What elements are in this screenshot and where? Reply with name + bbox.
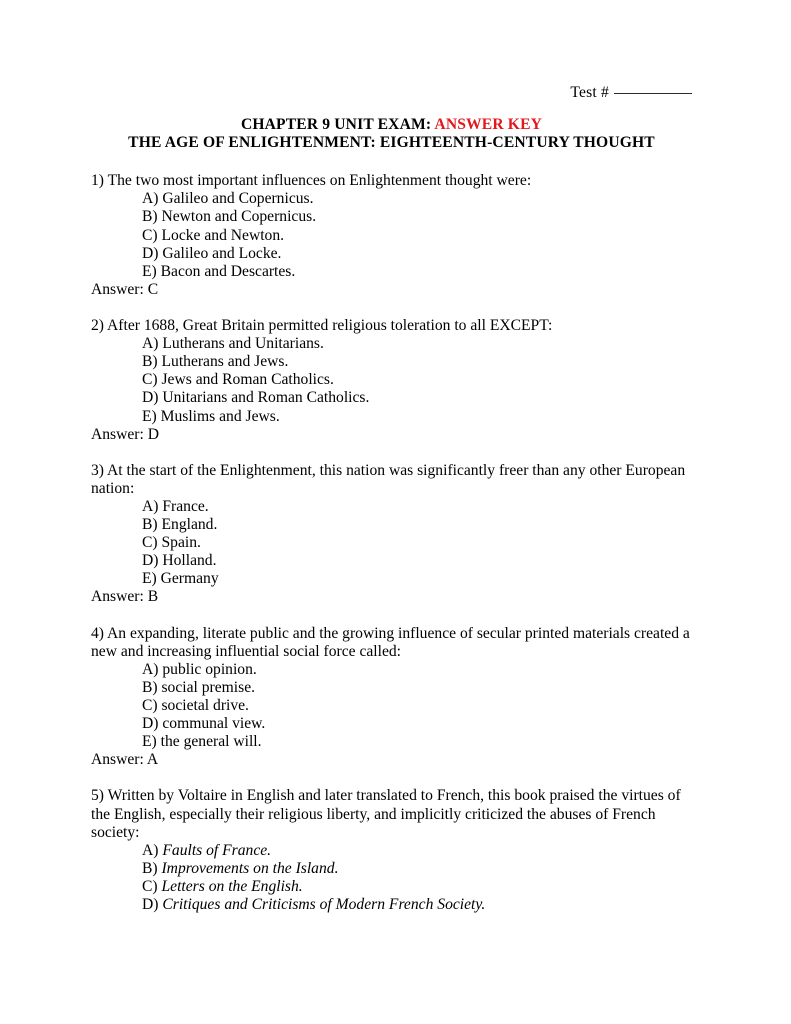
option-text: social premise.	[157, 678, 256, 696]
option-text: Muslims and Jews.	[156, 407, 280, 425]
option-letter: E)	[142, 407, 157, 425]
option-text: Unitarians and Roman Catholics.	[158, 389, 370, 407]
option-text: Germany	[156, 570, 219, 588]
option-item[interactable]	[91, 878, 692, 896]
option-letter: C)	[142, 534, 158, 552]
option-letter: B)	[142, 678, 158, 696]
option-item[interactable]	[91, 570, 692, 588]
option-text: Improvements on the Island.	[157, 859, 339, 877]
option-letter: E)	[142, 262, 157, 280]
option-text: Lutherans and Unitarians.	[158, 335, 324, 353]
option-text: public opinion.	[158, 660, 257, 678]
answer-line: Answer: A	[91, 751, 159, 769]
option-letter: A)	[142, 190, 159, 208]
option-letter: C)	[142, 226, 158, 244]
option-letter: D)	[142, 896, 159, 914]
question-block	[91, 625, 692, 770]
option-text: Jews and Roman Catholics.	[157, 371, 334, 389]
option-text: Newton and Copernicus.	[157, 208, 317, 226]
option-letter: E)	[142, 570, 157, 588]
test-number-line	[91, 84, 692, 102]
option-text: Faults of France.	[158, 841, 272, 859]
option-item[interactable]	[91, 498, 692, 516]
option-item[interactable]	[91, 335, 692, 353]
question-block	[91, 172, 692, 299]
option-letter: C)	[142, 371, 158, 389]
option-letter: B)	[142, 353, 158, 371]
option-text: Spain.	[157, 534, 201, 552]
option-letter: C)	[142, 877, 158, 895]
question-stem: 2) After 1688, Great Britain permitted religious toleration to all EXCEPT:	[91, 317, 553, 335]
option-list	[91, 498, 692, 588]
option-text: communal view.	[158, 715, 266, 733]
option-text: societal drive.	[157, 697, 249, 714]
option-item[interactable]	[91, 679, 692, 697]
option-item[interactable]	[91, 715, 692, 733]
test-number-label: Test #	[570, 84, 609, 101]
answer-line: Answer: D	[91, 425, 159, 443]
option-item[interactable]	[91, 245, 692, 263]
option-item[interactable]	[91, 389, 692, 407]
questions-list	[91, 172, 692, 914]
option-item[interactable]	[91, 661, 692, 679]
option-list	[91, 661, 692, 751]
option-letter: A)	[142, 660, 159, 678]
option-list	[91, 842, 692, 914]
question-block	[91, 462, 692, 607]
option-item[interactable]	[91, 697, 692, 715]
option-text: Galileo and Copernicus.	[158, 190, 314, 208]
option-text: the general will.	[156, 733, 262, 751]
option-letter: A)	[142, 841, 159, 859]
exam-title-block	[91, 116, 692, 152]
option-item[interactable]	[91, 408, 692, 426]
option-letter: A)	[142, 497, 159, 515]
option-item[interactable]	[91, 552, 692, 570]
question-stem: 1) The two most important influences on Enlightenment thought were:	[91, 172, 532, 190]
option-item[interactable]	[91, 516, 692, 534]
option-letter: E)	[142, 733, 157, 751]
option-list	[91, 335, 692, 425]
option-item[interactable]	[91, 353, 692, 371]
option-text: Lutherans and Jews.	[157, 353, 289, 371]
answer-key-label: ANSWER KEY	[434, 116, 543, 134]
option-item[interactable]	[91, 208, 692, 226]
option-letter: D)	[142, 389, 159, 407]
option-letter: B)	[142, 859, 158, 877]
option-item[interactable]	[91, 227, 692, 245]
exam-title-line-1	[91, 116, 692, 134]
option-text: France.	[158, 497, 209, 515]
question-stem: 3) At the start of the Enlightenment, this nation was significantly freer than any other European nation:	[91, 461, 686, 497]
option-item[interactable]	[91, 860, 692, 878]
question-stem: 5) Written by Voltaire in English and later translated to French, this book praised the virtues of the English, especially their religious liberty, and implicitly criticized the abuses of French society:	[91, 787, 681, 841]
option-item[interactable]	[91, 263, 692, 281]
option-item[interactable]	[91, 371, 692, 389]
option-letter: B)	[142, 516, 158, 534]
question-stem: 4) An expanding, literate public and the growing influence of secular printed materials created a new and increasing influential social force called:	[91, 624, 690, 660]
option-item[interactable]	[91, 842, 692, 860]
option-letter: B)	[142, 208, 158, 226]
option-text: England.	[157, 516, 218, 534]
option-item[interactable]	[91, 733, 692, 751]
option-item[interactable]	[91, 534, 692, 552]
option-text: Holland.	[158, 552, 217, 570]
option-text: Critiques and Criticisms of Modern French Society.	[158, 896, 486, 914]
answer-line: Answer: C	[91, 280, 159, 298]
option-text: Locke and Newton.	[157, 226, 285, 244]
question-block	[91, 317, 692, 444]
option-text: Letters on the English.	[157, 877, 303, 895]
option-text: Bacon and Descartes.	[156, 262, 296, 280]
test-number-blank-rule	[614, 93, 692, 94]
answer-line: Answer: B	[91, 588, 159, 606]
option-letter: D)	[142, 552, 159, 570]
question-block	[91, 787, 692, 914]
document-body	[91, 84, 692, 932]
option-item[interactable]	[91, 896, 692, 914]
option-text: Galileo and Locke.	[158, 244, 282, 262]
exam-title-prefix: CHAPTER 9 UNIT EXAM:	[240, 116, 435, 134]
option-letter: D)	[142, 715, 159, 733]
exam-title-line-2: THE AGE OF ENLIGHTENMENT: EIGHTEENTH-CENTURY THOUGHT	[128, 134, 655, 152]
option-letter: D)	[142, 244, 159, 262]
option-item[interactable]	[91, 190, 692, 208]
option-letter: C)	[142, 697, 158, 714]
option-list	[91, 190, 692, 280]
option-letter: A)	[142, 335, 159, 353]
